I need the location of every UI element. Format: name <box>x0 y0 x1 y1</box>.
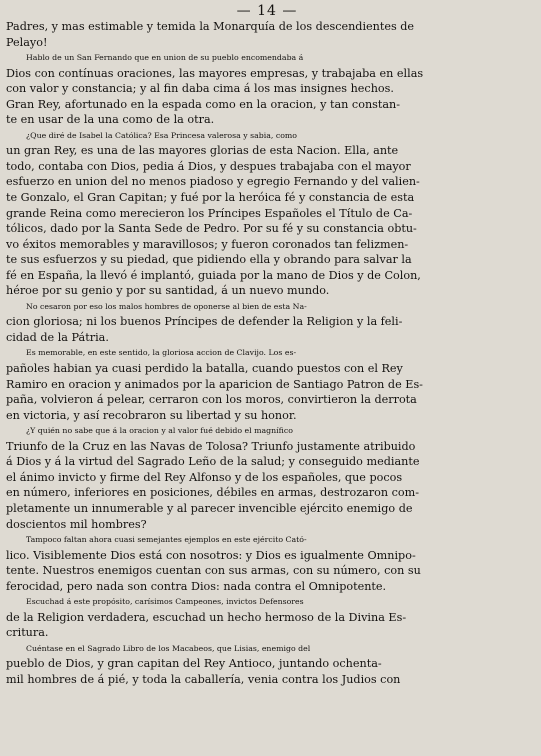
text-line: te Gonzalo, el Gran Capitan; y fué por la heróica fé y constancia de esta <box>6 191 415 205</box>
text-line: tente. Nuestros enemigos cuentan con sus armas, con su número, con su <box>6 564 421 578</box>
text-line: doscientos mil hombres? <box>6 517 147 531</box>
text-line: en número, inferiores en posiciones, débiles en armas, destrozaron com- <box>6 486 419 500</box>
text-line: esfuerzo en union del no menos piadoso y egregio Fernando y del valien- <box>6 175 420 189</box>
text-line: en victoria, y así recobraron su libertad y su honor. <box>6 408 297 422</box>
paragraph <box>6 128 528 299</box>
text-line: el ánimo invicto y firme del Rey Alfonso y de los españoles, que pocos <box>6 470 403 484</box>
paragraph <box>6 19 528 50</box>
text-line: grande Reina como merecieron los Príncipes Españoles el Título de Ca- <box>6 206 413 220</box>
paragraph <box>6 594 528 641</box>
text-line: todo, contaba con Dios, pedia á Dios, y despues trabajaba con el mayor <box>6 159 411 173</box>
text-line: paña, volvieron á pelear, cerraron con los moros, convirtieron la derrota <box>6 393 417 407</box>
text-line: cidad de la Pátria. <box>6 330 109 344</box>
text-line: lico. Visiblemente Dios está con nosotros: y Dios es igualmente Omnipo- <box>6 548 416 562</box>
text-line: Cuéntase en el Sagrado Libro de los Macabeos, que Lisias, enemigo del <box>26 643 311 653</box>
text-line: Tampoco faltan ahora cuasi semejantes ejemplos en este ejército Cató- <box>26 535 307 545</box>
text-line: Padres, y mas estimable y temida la Monarquía de los descendientes de <box>6 20 415 33</box>
text-line: Pelayo! <box>6 35 48 49</box>
page-text <box>6 19 528 688</box>
text-line: pueblo de Dios, y gran capitan del Rey Antioco, juntando ochenta- <box>6 657 382 671</box>
text-line: á Dios y á la virtud del Sagrado Leño de la salud; y conseguido mediante <box>6 455 420 469</box>
text-line: tólicos, dado por la Santa Sede de Pedro. Por su fé y su constancia obtu- <box>6 222 417 236</box>
text-line: critura. <box>6 626 49 640</box>
text-line: cion gloriosa; ni los buenos Príncipes de defender la Religion y la feli- <box>6 315 403 329</box>
text-line: fé en España, la llevó é implantó, guiada por la mano de Dios y de Colon, <box>6 268 421 282</box>
text-line: de la Religion verdadera, escuchad un hecho hermoso de la Divina Es- <box>6 610 407 624</box>
text-line: un gran Rey, es una de las mayores glorias de esta Nacion. Ella, ante <box>6 144 399 158</box>
text-line: te sus esfuerzos y su piedad, que pidiendo ella y obrando para salvar la <box>6 253 412 267</box>
page-number: — 14 — <box>236 3 298 19</box>
paragraph <box>6 345 528 423</box>
text-line: Gran Rey, afortunado en la espada como en la oracion, y tan constan- <box>6 97 401 111</box>
text-line: ¿Y quién no sabe que á la oracion y al valor fué debido el magnífico <box>26 426 293 436</box>
text-line: ferocidad, pero nada son contra Dios: nada contra el Omnipotente. <box>6 579 387 593</box>
text-line: Triunfo de la Cruz en las Navas de Tolosa? Triunfo justamente atribuido <box>6 439 416 453</box>
text-line: héroe por su genio y por su santidad, á un nuevo mundo. <box>6 284 330 298</box>
text-line: mil hombres de á pié, y toda la caballería, venia contra los Judios con <box>6 672 401 686</box>
text-line: con valor y constancia; y al fin daba cima á los mas insignes hechos. <box>6 82 394 96</box>
paragraph <box>6 641 528 688</box>
text-line: Ramiro en oracion y animados por la aparicion de Santiago Patron de Es- <box>6 377 423 391</box>
text-line: Hablo de un San Fernando que en union de su pueblo encomendaba á <box>26 53 304 63</box>
text-line: No cesaron por eso los malos hombres de oponerse al bien de esta Na- <box>26 301 307 311</box>
text-line: te en usar de la una como de la otra. <box>6 113 215 127</box>
paragraph <box>6 299 528 346</box>
paragraph <box>6 50 528 128</box>
text-line: ¿Que diré de Isabel la Católica? Esa Princesa valerosa y sabia, como <box>26 130 298 140</box>
text-line: vo éxitos memorables y maravillosos; y fueron coronados tan felizmen- <box>6 237 409 251</box>
text-line: pañoles habian ya cuasi perdido la batalla, cuando puestos con el Rey <box>6 362 403 376</box>
text-line: Escuchad á este propósito, carísimos Campeones, invictos Defensores <box>26 597 304 607</box>
text-line: pletamente un innumerable y al parecer invencible ejército enemigo de <box>6 501 413 515</box>
text-line: Es memorable, en este sentido, la gloriosa accion de Clavijo. Los es- <box>26 348 297 358</box>
text-line: Dios con contínuas oraciones, las mayores empresas, y trabajaba en ellas <box>6 66 424 80</box>
paragraph <box>6 532 528 594</box>
paragraph <box>6 423 528 532</box>
